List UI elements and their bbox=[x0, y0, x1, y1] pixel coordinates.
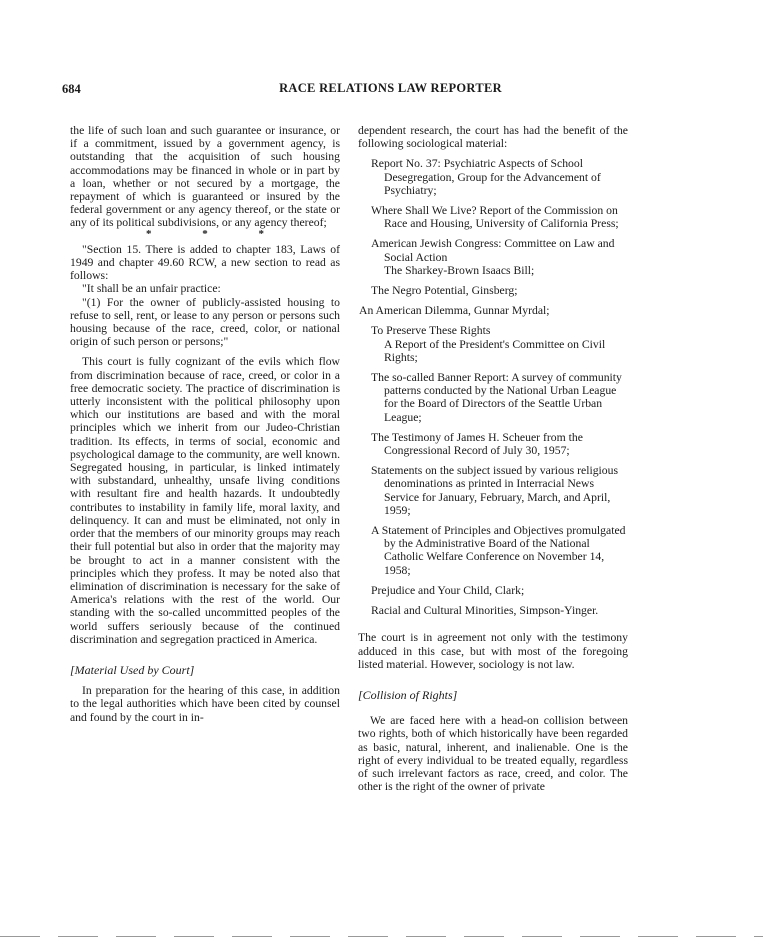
running-head: RACE RELATIONS LAW REPORTER bbox=[279, 81, 502, 95]
reference-item: Where Shall We Live? Report of the Commission on Race and Housing, University of California Press; bbox=[371, 204, 619, 231]
reference-item: Racial and Cultural Minorities, Simpson-Yinger. bbox=[371, 604, 599, 618]
right-column bbox=[358, 124, 628, 793]
left-paragraph-6: In preparation for the hearing of this case, in addition to the legal authorities which have been cited by counsel and found by the court in in- bbox=[70, 684, 340, 724]
reference-item: A Statement of Principles and Objectives promulgated by the Administrative Board of the National Catholic Welfare Conference on November 14, 1958; bbox=[371, 524, 626, 577]
section-break-stars: * * * bbox=[146, 227, 288, 240]
left-paragraph-5: This court is fully cognizant of the evils which flow from discrimination because of race, creed, or color in a free democratic society. The practice of discrimination is utterly inconsistent with the political philosophy upon which our institutions are based and with the moral principles which we inherit from our Judeo-Christian tradition. Its effects, in terms of social, economic and psychological damage to the community, are well known. Segregated housing, in particular, is linked intimately with substandard, unhealthy, unsafe living conditions with resultant fire and health hazards. It undoubtedly contributes to instability in family life, moral laxity, and delinquency. It can and must be eliminated, not only in order that the members of our minority groups may reach their full potential but also in order that the majority may be brought to act in a manner consistent with the principles which they profess. It may be noted also that elimination of discrimination is necessary for the sake of America's relations with the rest of the world. Our standing with the so-called uncommitted peoples of the world suffers seriously because of the continued discrimination and segregation practiced in America. bbox=[70, 355, 340, 646]
reference-item: Prejudice and Your Child, Clark; bbox=[371, 583, 525, 597]
reference-item: The so-called Banner Report: A survey of community patterns conducted by the National Urban League for the Board of Directors of the Seattle Urban League; bbox=[371, 371, 622, 424]
reference-item: The Negro Potential, Ginsberg; bbox=[371, 284, 518, 298]
reference-item: The Testimony of James H. Scheuer from the Congressional Record of July 30, 1957; bbox=[371, 430, 583, 458]
reference-item: An American Dilemma, Gunnar Myrdal; bbox=[359, 304, 550, 318]
left-paragraph-3: "It shall be an unfair practice: bbox=[82, 282, 221, 296]
reference-item-subtitle: The Sharkey-Brown Isaacs Bill; bbox=[384, 263, 535, 277]
section-heading-material: [Material Used by Court] bbox=[70, 662, 195, 677]
left-paragraph-4: "(1) For the owner of publicly-assisted housing to refuse to sell, rent, or lease to any person or persons such housing because of the race, creed, color, or national origin of such person or persons;" bbox=[70, 295, 340, 349]
left-column bbox=[70, 124, 340, 724]
left-paragraph-2: "Section 15. There is added to chapter 183, Laws of 1949 and chapter 49.60 RCW, a new section to read as follows: bbox=[70, 242, 340, 283]
section-heading-collision: [Collision of Rights] bbox=[358, 687, 458, 702]
right-paragraph-1: dependent research, the court has had the benefit of the following sociological material: bbox=[358, 124, 628, 151]
reference-item: To Preserve These Rights bbox=[371, 324, 491, 338]
left-paragraph-1: the life of such loan and such guarantee or insurance, or if a commitment, issued by a government agency, is outstanding that the acquisition of such housing accommodations may be financed in whole or in part by a loan, whether or not secured by a mortgage, the repayment of which is guaranteed or insured by the federal government or any agency thereof, or the state or any of its political subdivisions, or any agency thereof; bbox=[70, 124, 340, 230]
reference-item: Report No. 37: Psychiatric Aspects of School Desegregation, Group for the Advancement of Psychiatry; bbox=[371, 157, 601, 197]
page-number: 684 bbox=[62, 82, 81, 96]
reference-item: American Jewish Congress: Committee on Law and Social Action bbox=[371, 237, 615, 264]
reference-item: Statements on the subject issued by various religious denominations as printed in Interracial News Service for January, February, March, and April, 1959; bbox=[371, 464, 619, 517]
reference-item-subtitle: A Report of the President's Committee on Civil Rights; bbox=[384, 337, 606, 364]
right-paragraph-3: We are faced here with a head-on collision between two rights, both of which historically have been regarded as basic, natural, inherent, and inalienable. One is the right of every individual to be treated equally, regardless of such irrelevant factors as race, creed, and color. The other is the right of the owner of private bbox=[358, 714, 628, 794]
right-paragraph-2: The court is in agreement not only with the testimony adduced in this case, but with most of the foregoing listed material. However, sociology is not law. bbox=[358, 631, 628, 671]
bottom-edge bbox=[0, 936, 763, 937]
